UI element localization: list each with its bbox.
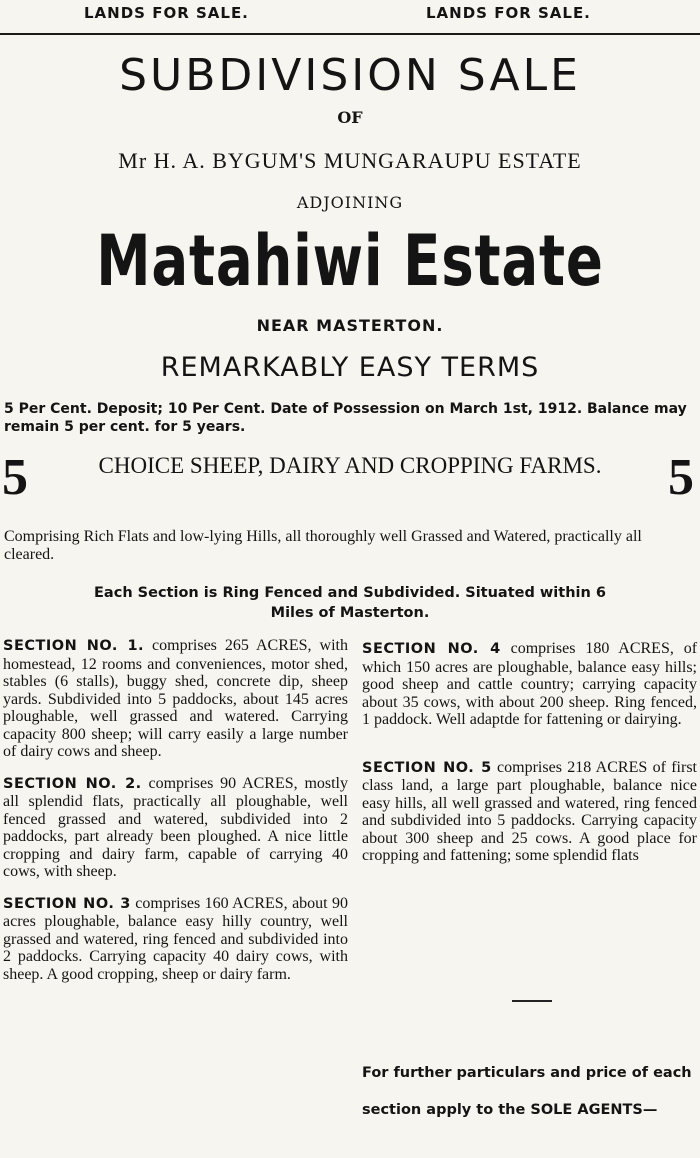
owner-line: Mr H. A. BYGUM'S MUNGARAUPU ESTATE — [118, 148, 582, 173]
section-5 — [362, 759, 697, 865]
comprising-text: Comprising Rich Flats and low-lying Hills, all thoroughly well Grassed and Watered, practically all cleared. — [4, 528, 642, 563]
section-1 — [3, 637, 348, 761]
section-1-heading: SECTION NO. 1. — [3, 638, 145, 654]
section-4 — [362, 640, 697, 729]
section-4-heading: SECTION NO. 4 — [362, 641, 501, 657]
section-4-text: comprises 180 ACRES, of which 150 acres are ploughable, balance easy hills; good sheep and cattle country; carrying capacity about 35 cows, with about 200 sheep. Ring fenced, 1 paddock. Well adaptde for fattening or dairying. — [362, 640, 698, 728]
right-column — [362, 640, 697, 865]
section-2-text: comprises 90 ACRES, mostly all splendid flats, practically all ploughable, well fenced grassed and watered, subdivided into 2 paddocks, part already been ploughed. A nice little cropping and dairy farm, capable of carrying 40 cows, with sheep. — [3, 774, 348, 880]
header-right: LANDS FOR SALE. — [426, 4, 591, 22]
section-3-text: comprises 160 ACRES, about 90 acres ploughable, balance easy hilly country, well grassed and watered, ring fenced and subdivided into 2 paddocks. Carrying capacity 40 dairy cows, with sheep. A good cropping, sheep or dairy farm. — [3, 894, 349, 983]
ring-fenced-line-1: Each Section is Ring Fenced and Subdivided. Situated within 6 — [94, 585, 606, 601]
header-left: LANDS FOR SALE. — [84, 4, 249, 22]
further-particulars: For further particulars and price of each section apply to the SOLE AGENTS— — [362, 1065, 692, 1118]
section-2-heading: SECTION NO. 2. — [3, 775, 142, 792]
section-5-text: comprises 218 ACRES of first class land, a large part ploughable, balance nice easy hills, all well grassed and watered, ring fenced and subdivided into 5 paddocks. Carrying capacity about 300 sheep and 25 cows. A good place for cropping and fattening; some splendid flats — [362, 758, 697, 864]
section-2 — [3, 775, 348, 881]
ring-fenced-line-2: Miles of Masterton. — [270, 605, 430, 621]
terms-heading: REMARKABLY EASY TERMS — [160, 352, 540, 383]
choice-heading: CHOICE SHEEP, DAIRY AND CROPPING FARMS. — [98, 453, 602, 478]
deposit-terms: 5 Per Cent. Deposit; 10 Per Cent. Date of Possession on March 1st, 1912. Balance may remain 5 per cent. for 5 years. — [4, 401, 687, 435]
divider-dash — [512, 1000, 552, 1002]
near-label: NEAR MASTERTON. — [256, 316, 444, 335]
ad-title: SUBDIVISION SALE — [119, 50, 581, 101]
of-label: OF — [337, 108, 363, 127]
ring-fenced-note — [0, 583, 700, 623]
left-column — [3, 637, 348, 983]
adjoining-label: ADJOINING — [296, 193, 404, 212]
section-3 — [3, 895, 348, 984]
section-5-heading: SECTION NO. 5 — [362, 759, 492, 776]
farm-count-right: 5 — [668, 449, 694, 506]
section-3-heading: SECTION NO. 3 — [3, 895, 131, 912]
farm-count-left: 5 — [2, 449, 28, 506]
estate-name: Matahiwi Estate — [96, 220, 604, 302]
header-rule — [0, 33, 700, 35]
section-1-text: comprises 265 ACRES, with homestead, 12 rooms and conveniences, motor shed, stables (6 stalls), buggy shed, concrete dip, sheep yards. Subdivided into 5 paddocks, about 145 acres ploughable, well grassed and watered. Carrying capacity 800 sheep; will carry easily a large number of dairy cows and sheep. — [3, 637, 348, 760]
